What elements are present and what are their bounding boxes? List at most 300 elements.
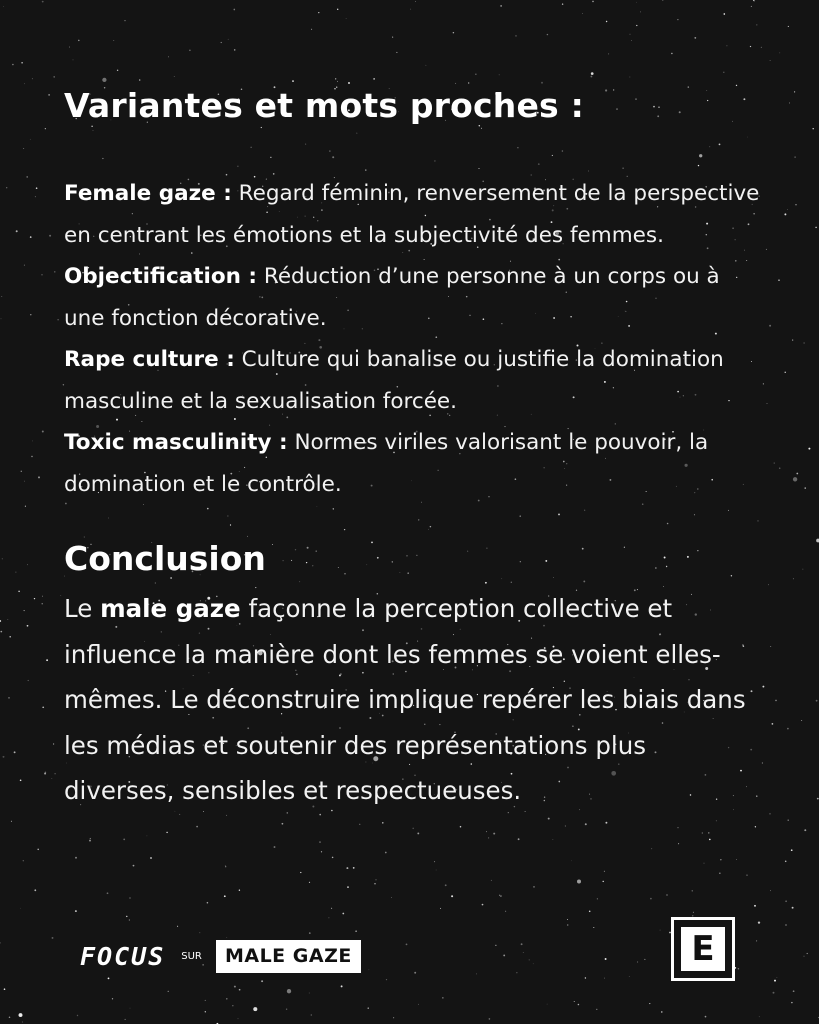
star — [516, 972, 517, 973]
star — [589, 911, 591, 913]
star — [759, 1016, 760, 1017]
star — [53, 743, 54, 744]
star — [54, 773, 55, 774]
star — [434, 861, 435, 862]
star — [4, 988, 6, 990]
star — [282, 823, 284, 825]
star — [803, 342, 804, 343]
star — [75, 910, 77, 912]
star — [24, 83, 25, 84]
star — [677, 19, 678, 20]
star — [341, 985, 343, 987]
star — [779, 467, 781, 469]
star — [396, 52, 397, 53]
star — [562, 3, 563, 4]
star — [32, 441, 33, 442]
star — [189, 50, 191, 52]
star — [311, 1014, 312, 1015]
star — [107, 892, 109, 894]
star — [436, 870, 437, 871]
star — [720, 859, 721, 860]
star — [440, 908, 441, 909]
star — [489, 1018, 491, 1020]
star — [500, 5, 502, 7]
star — [51, 778, 52, 779]
star — [391, 897, 392, 898]
star — [553, 839, 554, 840]
star — [767, 403, 768, 404]
male-gaze-badge: MALE GAZE — [216, 940, 361, 973]
star — [768, 584, 769, 585]
star — [805, 487, 806, 488]
star — [6, 187, 7, 188]
star — [20, 779, 22, 781]
star — [3, 756, 5, 758]
star — [238, 1018, 239, 1019]
definition-item — [64, 339, 764, 422]
star — [426, 65, 427, 66]
star — [736, 859, 737, 860]
star — [27, 564, 28, 565]
star — [133, 865, 135, 867]
star — [177, 926, 178, 927]
star — [591, 72, 594, 75]
star — [605, 822, 607, 824]
star — [789, 102, 790, 103]
star — [0, 631, 2, 633]
star — [355, 930, 357, 932]
star — [38, 476, 40, 478]
star — [45, 128, 46, 129]
star — [629, 976, 630, 977]
star — [677, 827, 678, 828]
star — [22, 1022, 23, 1023]
star — [49, 235, 51, 237]
star — [417, 832, 419, 834]
star — [1, 296, 2, 297]
star — [44, 773, 46, 775]
star — [608, 53, 609, 54]
star — [488, 837, 489, 838]
star — [541, 82, 543, 84]
star — [574, 1001, 575, 1002]
star — [516, 35, 517, 36]
star — [42, 431, 44, 433]
star — [139, 79, 141, 81]
star — [8, 697, 9, 698]
star — [597, 898, 598, 899]
star — [42, 1, 44, 3]
star — [168, 991, 169, 992]
star — [32, 78, 33, 79]
star — [287, 989, 291, 993]
star — [649, 1003, 650, 1004]
star — [606, 21, 607, 22]
star — [232, 1005, 233, 1006]
star — [644, 959, 645, 960]
star — [28, 680, 29, 681]
definition-item — [64, 256, 764, 339]
star — [708, 832, 709, 833]
star — [803, 956, 804, 957]
star — [21, 471, 22, 472]
star — [108, 978, 110, 980]
star — [30, 139, 31, 140]
star — [23, 860, 24, 861]
star — [69, 47, 70, 48]
star — [0, 620, 1, 622]
star — [636, 25, 637, 26]
star — [196, 826, 198, 828]
star — [770, 646, 771, 647]
star — [130, 1008, 131, 1009]
star — [374, 883, 375, 884]
star — [24, 481, 25, 482]
star — [755, 826, 756, 827]
star — [774, 463, 775, 464]
star — [224, 895, 226, 897]
star — [753, 0, 755, 1]
definition-item — [64, 422, 764, 505]
star — [207, 902, 209, 904]
star — [226, 815, 227, 816]
star — [346, 867, 348, 869]
brand-logo — [671, 917, 735, 981]
star — [592, 1, 594, 3]
star — [475, 74, 476, 75]
star — [205, 1000, 206, 1001]
star — [602, 881, 603, 882]
star — [629, 77, 630, 78]
star — [442, 997, 443, 998]
section-title-variantes: Variantes et mots proches : — [64, 86, 584, 125]
star — [12, 64, 14, 66]
star — [15, 572, 16, 573]
star — [476, 974, 477, 975]
definition-text: Normes viriles valorisant le pouvoir, la domination et le contrôle. — [64, 430, 709, 497]
star — [414, 972, 416, 974]
star — [785, 924, 786, 925]
star — [547, 34, 548, 35]
star — [42, 596, 43, 597]
star — [57, 319, 58, 320]
star — [89, 840, 91, 842]
star — [777, 977, 778, 978]
star — [174, 76, 175, 77]
star — [815, 227, 817, 229]
conclusion-bold-term: male gaze — [100, 594, 241, 623]
conclusion-text: façonne la perception collective et influence la manière dont les femmes se voient elles-mêmes. Le déconstruire implique repérer les biais dans les médias et soutenir des représentations plus diverses, sensibles et respectueuses. — [64, 594, 746, 805]
star — [117, 70, 118, 71]
star — [631, 40, 632, 41]
star — [25, 506, 26, 507]
star — [415, 1, 416, 2]
star — [112, 998, 113, 999]
star — [19, 1013, 23, 1017]
star — [495, 945, 496, 946]
star — [199, 932, 200, 933]
star — [816, 700, 818, 702]
star — [48, 94, 50, 96]
star — [518, 838, 520, 840]
star — [678, 843, 679, 844]
star — [773, 992, 775, 994]
star — [751, 6, 752, 7]
star — [75, 857, 77, 859]
star — [319, 814, 321, 816]
star — [521, 943, 523, 945]
definition-term: Toxic masculinity : — [64, 430, 288, 455]
star — [342, 913, 344, 915]
star — [785, 372, 786, 373]
star — [410, 9, 411, 10]
star — [42, 706, 44, 708]
star — [582, 13, 583, 14]
star — [166, 832, 167, 833]
star — [460, 826, 462, 828]
star — [726, 45, 727, 46]
star — [393, 1017, 394, 1018]
star — [716, 820, 717, 821]
star — [146, 835, 147, 836]
star — [778, 279, 780, 281]
star — [775, 700, 777, 702]
star — [766, 249, 767, 250]
star — [23, 148, 24, 149]
star — [382, 822, 383, 823]
star — [335, 78, 336, 79]
star — [793, 578, 794, 579]
star — [567, 924, 568, 925]
star — [353, 867, 355, 869]
star — [746, 875, 747, 876]
star — [738, 968, 739, 969]
star — [90, 838, 91, 839]
star — [585, 977, 586, 978]
star — [567, 919, 568, 920]
star — [787, 728, 789, 730]
star — [636, 2, 637, 3]
star — [533, 963, 534, 964]
star — [491, 880, 492, 881]
star — [758, 921, 760, 923]
star — [36, 187, 38, 189]
star — [468, 82, 469, 83]
star — [9, 1016, 11, 1018]
star — [60, 595, 61, 596]
star — [35, 196, 36, 197]
star — [651, 848, 652, 849]
logo-letter: E — [681, 927, 725, 971]
star — [225, 865, 226, 866]
conclusion-prefix: Le — [64, 594, 101, 623]
star — [392, 37, 393, 38]
star — [348, 82, 350, 84]
section-title-conclusion: Conclusion — [64, 539, 266, 578]
star — [368, 1007, 369, 1008]
star — [807, 953, 808, 954]
star — [30, 236, 32, 238]
star — [604, 978, 605, 979]
star — [723, 13, 725, 15]
star — [369, 969, 370, 970]
star — [590, 76, 592, 78]
star — [168, 57, 169, 58]
star — [78, 40, 80, 42]
star — [812, 128, 813, 129]
star — [1, 318, 2, 319]
star — [318, 12, 319, 13]
star — [770, 890, 771, 891]
star — [500, 895, 502, 897]
definition-text: Réduction d’une personne à un corps ou à une fonction décorative. — [64, 264, 720, 331]
star — [102, 78, 106, 82]
star — [346, 18, 347, 19]
star — [533, 886, 534, 887]
star — [126, 916, 127, 917]
star — [693, 912, 694, 913]
star — [756, 940, 757, 941]
star — [794, 156, 795, 157]
star — [113, 40, 114, 41]
star — [21, 62, 23, 64]
star — [486, 831, 487, 832]
content — [64, 86, 764, 814]
star — [234, 986, 236, 988]
star — [548, 818, 550, 820]
star — [225, 866, 226, 867]
star — [637, 961, 638, 962]
star — [499, 895, 500, 896]
star — [14, 751, 16, 753]
star — [578, 1004, 580, 1006]
definitions-list — [64, 173, 764, 505]
star — [705, 1016, 707, 1018]
star — [702, 832, 703, 833]
star — [30, 314, 31, 315]
star — [406, 944, 408, 946]
star — [785, 861, 787, 863]
star — [73, 60, 74, 61]
star — [779, 53, 780, 54]
star — [505, 911, 506, 912]
star — [77, 1015, 78, 1016]
star — [2, 559, 3, 560]
star — [640, 12, 641, 13]
definition-text: Regard féminin, renversement de la perspective en centrant les émotions et la subjectivité des femmes. — [64, 181, 760, 248]
star — [661, 1011, 662, 1012]
star — [529, 959, 530, 960]
star — [523, 952, 524, 953]
star — [375, 879, 376, 880]
star — [16, 230, 18, 232]
star — [451, 895, 453, 897]
star — [226, 998, 228, 1000]
definition-term: Objectification : — [64, 264, 258, 289]
star — [321, 851, 322, 852]
star — [769, 325, 771, 327]
star — [42, 603, 43, 604]
star — [596, 1009, 597, 1010]
star — [817, 798, 819, 800]
star — [723, 72, 724, 73]
star — [233, 9, 235, 11]
star — [386, 979, 387, 980]
definition-term: Rape culture : — [64, 347, 235, 372]
definition-item — [64, 173, 764, 256]
star — [795, 204, 796, 205]
star — [337, 81, 338, 82]
star — [337, 9, 338, 10]
star — [453, 32, 454, 33]
conclusion-paragraph — [64, 586, 764, 814]
star — [221, 42, 222, 43]
star — [772, 723, 774, 725]
star — [24, 265, 25, 266]
star — [31, 456, 32, 457]
star — [300, 872, 301, 873]
star — [311, 29, 312, 30]
star — [719, 873, 720, 874]
star — [261, 980, 263, 982]
star — [788, 26, 789, 27]
star — [650, 898, 652, 900]
star — [228, 39, 229, 40]
star — [331, 908, 332, 909]
star — [239, 890, 240, 891]
star — [53, 76, 55, 78]
star — [328, 917, 329, 918]
star — [671, 53, 672, 54]
star — [754, 1, 755, 2]
star — [503, 954, 505, 956]
star — [445, 884, 447, 886]
star — [770, 60, 771, 61]
star — [34, 598, 35, 599]
star — [792, 340, 793, 341]
definition-term: Female gaze : — [64, 181, 232, 206]
star — [129, 919, 130, 920]
star — [709, 839, 711, 841]
star — [347, 886, 349, 888]
star — [793, 990, 795, 992]
star — [593, 927, 594, 928]
star — [20, 908, 21, 909]
definition-text: Culture qui banalise ou justifie la domination masculine et la sexualisation forcée. — [64, 347, 724, 414]
star — [796, 473, 798, 475]
star — [18, 591, 19, 592]
star — [660, 930, 661, 931]
star — [150, 857, 152, 859]
star — [630, 34, 631, 35]
star — [784, 213, 786, 215]
star — [41, 274, 42, 275]
focus-label: FOCUS — [80, 942, 166, 971]
star — [418, 1004, 419, 1005]
star — [3, 6, 4, 7]
star — [808, 448, 810, 450]
star — [24, 610, 25, 611]
star — [373, 78, 375, 80]
star — [493, 833, 495, 835]
star — [332, 857, 334, 859]
star — [234, 49, 236, 51]
star — [27, 625, 29, 627]
star — [692, 890, 693, 891]
star — [662, 0, 663, 1]
star — [11, 821, 12, 822]
star — [585, 823, 587, 825]
